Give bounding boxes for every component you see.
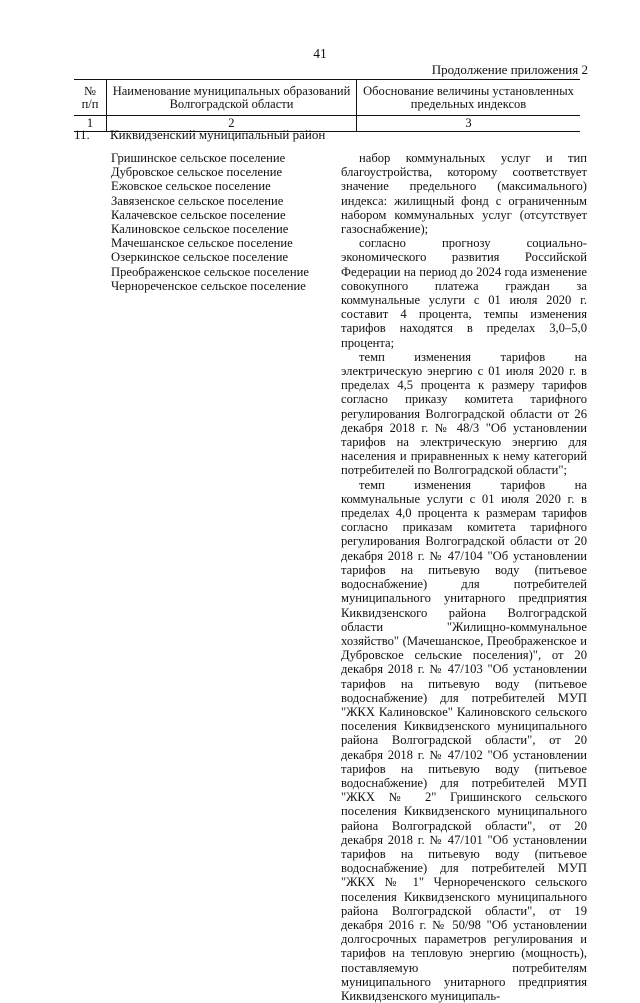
header-justification: Обоснование величины установленных предельных индексов (356, 80, 580, 115)
header-name: Наименование муниципальных образований Волгоградской области (106, 80, 356, 115)
column-number-3: 3 (356, 116, 580, 131)
table-header (74, 79, 580, 132)
district-name: Киквидзенский муниципальный район (110, 127, 326, 142)
settlement-item: Озеркинское сельское поселение (111, 250, 289, 265)
settlement-item: Калачевское сельское поселение (111, 207, 286, 222)
justification-text (341, 151, 587, 1003)
settlement-item: Преображенское сельское поселение (111, 264, 309, 279)
row-heading (74, 127, 325, 143)
justification-paragraph: темп изменения тарифов на коммунальные услуги с 01 июля 2020 г. в пределах 4,0 процента к размерам тарифов согласно приказам комитета тарифного регулирования Волгоградской области от 20 декабря 2018 г. № 47/104 "Об установлении тарифов на питьевую воду (питьевое водоснабжение) для потребителей муниципального унитарного предприятия Киквидзенского района Волгоградской области "Жилищно-коммунальное хозяйство" (Мачешанское, Преображенское и Дубровское сельские поселения)", от 20 декабря 2018 г. № 47/103 "Об установлении тарифов на питьевую воду (питьевое водоснабжение) для потребителей МУП "ЖКХ Калиновское" Калиновского сельского поселения Киквидзенского муниципального района Волгоградской области", от 20 декабря 2018 г. № 47/102 "Об установлении тарифов на питьевую воду (питьевое водоснабжение) для потребителей МУП "ЖКХ № 2" Гришинского сельского поселения Киквидзенского муниципального района Волгоградской области", от 20 декабря 2018 г. № 47/101 "Об установлении тарифов на питьевую воду (питьевое водоснабжение) для потребителей МУП "ЖКХ № 1" Чернореченского сельского поселения Киквидзенского муниципального района Волгоградской области", от 19 декабря 2016 г. № 50/98 "Об установлении долгосрочных параметров регулирования и тарифов на тепловую энергию (мощность), поставляемую потребителям муниципального унитарного предприятия Киквидзенского муниципаль- (341, 477, 587, 1003)
column-number-2: 2 (106, 116, 356, 131)
continuation-label: Продолжение приложения 2 (431, 62, 588, 77)
settlement-list (111, 151, 321, 293)
settlement-item: Чернореченское сельское поселение (111, 278, 306, 293)
settlement-item: Мачешанское сельское поселение (111, 236, 293, 251)
column-number-1: 1 (86, 116, 94, 130)
settlement-item: Дубровское сельское поселение (111, 165, 283, 180)
settlement-item: Гришинское сельское поселение (111, 151, 286, 165)
settlement-item: Ежовское сельское поселение (111, 179, 271, 194)
row-number: 11. (74, 127, 90, 142)
justification-paragraph: набор коммунальных услуг и тип благоустройства, которому соответствует значение предельного (максимального) индекса: жилищный фонд с ограниченным набором коммунальных услуг (отсутствует газоснабжение); (341, 151, 587, 237)
page-number: 41 (313, 46, 327, 61)
settlement-item: Завязенское сельское поселение (111, 193, 284, 208)
settlement-item: Калиновское сельское поселение (111, 222, 289, 237)
justification-paragraph: согласно прогнозу социально-экономического развития Российской Федерации на период до 2024 года изменение совокупного платежа граждан за коммунальные услуги с 01 июля 2020 г. составит 4 процента, темпы изменения тарифов находятся в пределах 3,0–5,0 процента; (341, 236, 587, 350)
header-num: № п/п (81, 83, 99, 111)
justification-paragraph: темп изменения тарифов на электрическую энергию с 01 июля 2020 г. в пределах 4,5 процента к размеру тарифов согласно приказу комитета тарифного регулирования Волгоградской области от 26 декабря 2018 г. № 48/3 "Об установлении тарифов на электрическую энергию для населения и приравненных к нему категорий потребителей по Волгоградской области"; (341, 349, 587, 478)
